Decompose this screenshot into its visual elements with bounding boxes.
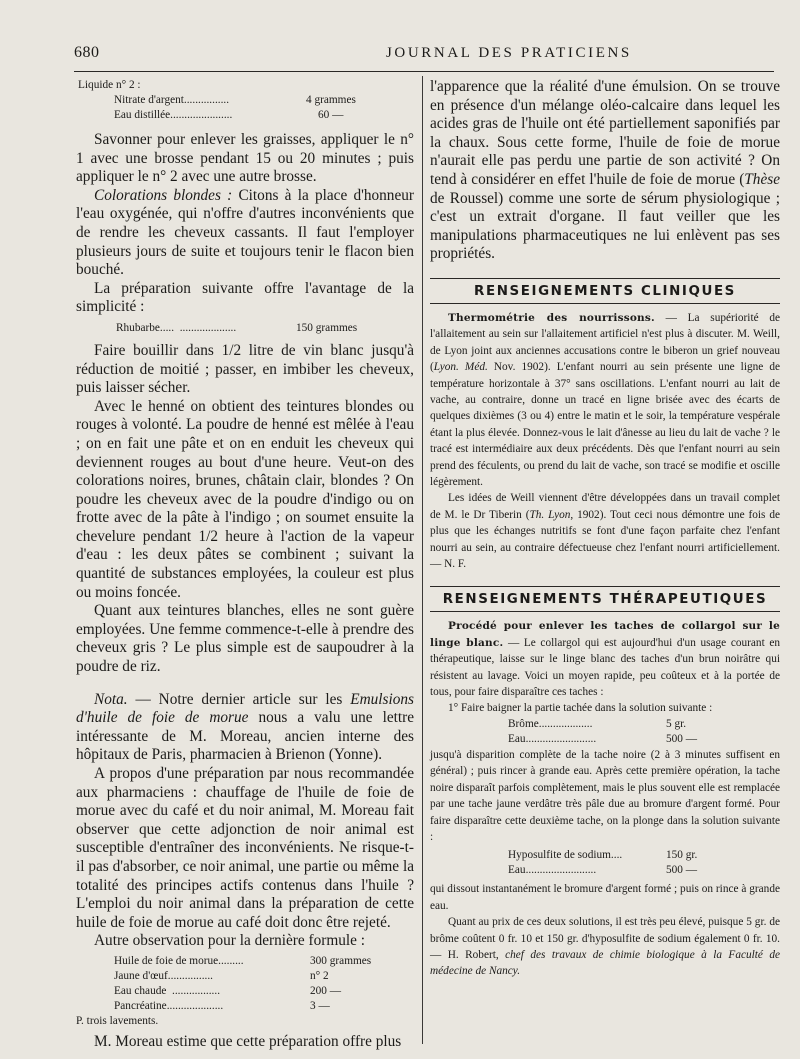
ingredient-value: 150 grammes: [296, 321, 358, 334]
recipe-row: [114, 984, 414, 999]
therapeutic-paragraph: jusqu'à disparition complète de la tache noire (2 à 3 minutes suffisent en général) ; puis rincer à grande eau. Après cette première opération, la tache noire disparaît parfois complètement, mais le plus souvent elle est remplacée par une tache jaune verdâtre très pâle due au bromure d'argent formé. Pour faire disparaître cette deuxième tache, on la plonge dans la solution suivante :: [430, 748, 780, 843]
clinical-paragraph: [430, 310, 780, 490]
step-line: 1° Faire baigner la partie tachée dans la solution suivante :: [448, 702, 713, 715]
italic-title: Emulsions d'huile de foie de morue: [76, 690, 414, 727]
right-column: [430, 78, 780, 980]
section-title: RENSEIGNEMENTS CLINIQUES: [430, 279, 780, 304]
ingredient-name: Eau chaude .................: [114, 984, 221, 997]
ingredient-value: 60 —: [318, 109, 344, 121]
rhubarbe-recipe: [76, 321, 414, 336]
text-run: Les idées de Weill viennent d'être développées dans un travail complet de M. le Dr Tiberin (: [430, 492, 780, 521]
recipe-row: [114, 999, 414, 1014]
section-therapeutiques: [430, 586, 780, 612]
ingredient-value: n° 2: [310, 969, 329, 982]
italic-heading: Colorations blondes :: [94, 186, 233, 204]
ingredient-name: Eau.........................: [508, 864, 597, 877]
therapeutic-paragraph: qui dissout instantanément le bromure d'argent formé ; puis on rince à grande eau.: [430, 883, 780, 912]
ingredient-name: Eau distillée......................: [114, 109, 233, 121]
ingredient-value: 300 grammes: [310, 954, 372, 967]
ingredient-name: Brôme...................: [508, 717, 593, 730]
italic-word: Thèse: [744, 170, 780, 188]
text-run: de Roussel) comme une sorte de sérum physiologique ; c'est un extrait d'organe. Il faut veiller que les manipulations pharmaceutiques ne lui enlèvent pas ses propriétés.: [430, 189, 780, 263]
ingredient-name: Hyposulfite de sodium....: [508, 849, 623, 862]
author-affiliation: chef des travaux de chimie biologique à la Faculté de médecine de Nancy.: [430, 948, 781, 978]
ingredient-value: 5 gr.: [666, 717, 687, 730]
paragraph: A propos d'une préparation par nous recommandée aux pharmaciens : chauffage de l'huile de foie de morue avec du café et du noir animal, M. Moreau fait observer que cette adjonction de noir animal est susceptible d'entraîner des inconvénients. Ne risque-t-il pas d'absorber, ce noir animal, une partie ou même la totalité des principes actifs contenus dans l'huile ? L'emploi du noir animal dans la préparation de cette huile de foie de morue au café doit donc être rejeté.: [76, 765, 414, 931]
header-rule: [74, 71, 774, 72]
ingredient-name: Rhubarbe..... ....................: [116, 321, 237, 334]
section-title: RENSEIGNEMENTS THÉRAPEUTIQUES: [430, 587, 780, 612]
recipe-row: [78, 108, 414, 123]
left-column: [76, 78, 414, 1052]
ingredient-value: 200 —: [310, 984, 342, 997]
ingredient-value: 150 gr.: [666, 849, 698, 862]
nota-label: Nota.: [94, 690, 128, 708]
paragraph: Avec le henné on obtient des teintures blondes ou rouges à volonté. La poudre de henné est mêlée à l'eau ; on en fait une pâte et on en enduit les cheveux qui deviennent rouges au bout d'une heure. Veut-on des colorations noires, brunes, châtain clair, blondes ? On poudre les cheveux avec de la poudre d'indigo ou on frotte avec de la pâte à l'indigo ; on soumet ensuite la chevelure pendant 1/2 heure à l'action de la vapeur d'eau : les deux pâtes se combinent ; suivant la quantité de substances employées, la couleur est plus ou moins foncée.: [76, 397, 414, 601]
recipe-row: [508, 848, 780, 863]
liquide-recipe: [76, 78, 414, 123]
solution-one: [430, 717, 780, 747]
paragraph: Quant aux teintures blanches, elles ne sont guère employées. Une femme commence-t-elle à prendre des cheveux gris ? Le plus simple est de saupoudrer à la poudre de riz.: [76, 602, 414, 676]
page-header: [74, 44, 774, 70]
recipe-row: [508, 863, 780, 878]
text-run: nous a valu une lettre intéressante de M. Moreau, ancien interne des hôpitaux de Paris, pharmacien à Brienon (Yonne).: [76, 709, 415, 764]
recipe-row: [508, 717, 780, 732]
liquide-label: Liquide n° 2 :: [78, 79, 141, 91]
article-lead: Procédé pour enlever les taches de collargol sur le linge blanc.: [430, 620, 780, 649]
paragraph: [76, 187, 414, 280]
page-number: 680: [74, 44, 100, 61]
text-run: — La supériorité de l'allaitement au sein sur l'allaitement artificiel n'est plus à discuter. M. Weill, de Lyon joint aux anciennes accusations contre le biberon un grief nouveau (: [430, 311, 781, 374]
ingredient-name: Pancréatine....................: [114, 999, 224, 1012]
column-rule: [422, 76, 423, 1044]
ingredient-name: Eau.........................: [508, 732, 597, 745]
ingredient-name: Jaune d'œuf................: [114, 969, 213, 982]
text-run: Nov. 1902). L'enfant nourri au sein présente une ligne de température horizontale à 37° sans oscillations. L'enfant nourri au lait de vache, au contraire, donne un tracé en ligne brisée avec des écarts de quelques dixièmes (3 ou 4) entre le matin et le soir, la température vespérale étant la plus élevée. Donnez-vous le lait d'ânesse au lieu du lait de vache ? le tracé est intermédiaire aux deux précédents. Dès que l'enfant nourri au sein prend des féculents, ou prend du lait de vache, son tracé se modifie et oscille légèrement.: [430, 361, 780, 488]
text-run: l'apparence que la réalité d'une émulsion. On se trouve en présence d'un mélange oléo-calcaire dans lequel les acides gras de l'huile ont été partiellement saponifiés par la chaux. Sous cette forme, l'huile de foie de morue n'aurait elle pas perdu une partie de son activité ? On tend à considérer en effet l'huile de foie de morue (: [430, 78, 780, 188]
ingredient-value: 500 —: [666, 732, 698, 745]
therapeutic-paragraph: [430, 618, 780, 700]
ingredient-name: Huile de foie de morue.........: [114, 954, 244, 967]
clinical-paragraph: [430, 490, 780, 572]
paragraph: Autre observation pour la dernière formule :: [94, 932, 365, 950]
text-run: — Notre dernier article sur les: [127, 690, 351, 708]
journal-title: JOURNAL DES PRATICIENS: [386, 45, 632, 61]
solution-two: [430, 848, 780, 878]
recipe-row: [508, 732, 780, 747]
paragraph: [430, 78, 780, 264]
lavements-note: P. trois lavements.: [76, 1014, 159, 1027]
ingredient-value: 4 grammes: [306, 94, 356, 106]
italic-citation: Lyon. Méd.: [433, 361, 488, 374]
nota-paragraph: [76, 691, 414, 765]
ingredient-name: Nitrate d'argent................: [114, 94, 230, 106]
ingredient-value: 3 —: [310, 999, 330, 1012]
recipe-row: [78, 93, 414, 108]
paragraph: La préparation suivante offre l'avantage de la simplicité :: [76, 279, 414, 316]
section-cliniques: [430, 278, 780, 304]
italic-citation: Th. Lyon: [529, 508, 571, 521]
paragraph: Faire bouillir dans 1/2 litre de vin blanc jusqu'à réduction de moitié ; passer, en imbiber les cheveux, puis laisser sécher.: [76, 341, 414, 397]
ingredient-value: 500 —: [666, 864, 698, 877]
formule-recipe: [76, 954, 414, 1014]
article-lead: Thermométrie des nourrissons.: [448, 311, 655, 324]
therapeutic-paragraph: [430, 914, 780, 980]
paragraph: M. Moreau estime que cette préparation offre plus: [94, 1032, 402, 1050]
text-run: Citons à la place d'honneur l'eau oxygénée, qui n'offre d'autres inconvénients que de rendre les cheveux cassants. Il faut l'employer plusieurs jours de suite et toujours tenir le flacon bien bouché.: [76, 186, 414, 279]
text-run: , 1902). Tout ceci nous démontre une fois de plus que les échanges nutritifs se font d'une façon parfaite chez l'enfant nourri au sein, au contraire défectueuse chez l'enfant nourri artificiellement. — N. F.: [430, 508, 780, 571]
paragraph: Savonner pour enlever les graisses, appliquer le n° 1 avec une brosse pendant 15 ou 20 minutes ; puis appliquer le n° 2 avec une autre brosse.: [76, 131, 414, 186]
recipe-row: [114, 969, 414, 984]
recipe-row: [114, 954, 414, 969]
text-run: Quant au prix de ces deux solutions, il est très peu élevé, puisque 5 gr. de brôme coûtent 0 fr. 10 et 150 gr. d'hyposulfite de sodium également 0 fr. 10. — H. Robert,: [430, 916, 780, 961]
text-run: — Le collargol qui est aujourd'hui d'un usage courant en thérapeutique, laisse sur le linge blanc des taches d'un brun noirâtre qui résistent au lavage. Voici un moyen rapide, peu coûteux et à la portée de tous, pour faire disparaître ces taches :: [430, 636, 780, 699]
